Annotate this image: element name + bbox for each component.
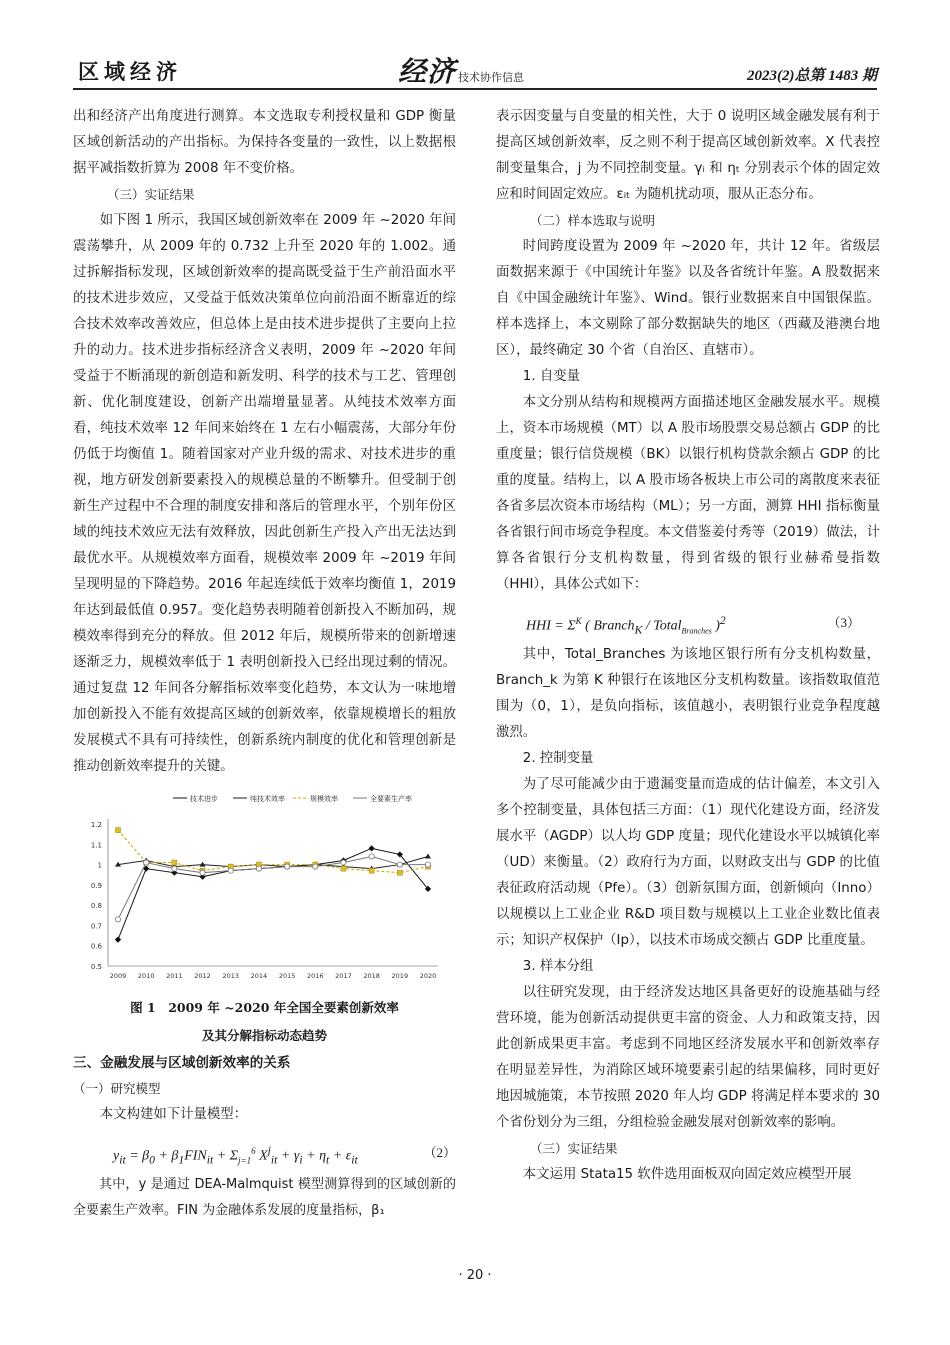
y-tick-label: 0.7 xyxy=(90,922,102,931)
y-tick-label: 0.9 xyxy=(90,881,102,890)
x-tick-label: 2011 xyxy=(166,972,183,980)
page-header xyxy=(73,56,877,86)
equation-formula: HHI = $\Sigma^K$ ( Branch$_K$ / Total$_{Branches}$ )$^2$ xyxy=(526,614,726,637)
subsection-heading: （三）实证结果 xyxy=(107,187,195,202)
section-heading: 三、金融发展与区域创新效率的关系 xyxy=(73,1055,291,1071)
data-point xyxy=(200,870,205,875)
legend-label: 全要素生产率 xyxy=(370,795,412,803)
x-tick-label: 2015 xyxy=(278,972,296,980)
figure-caption xyxy=(73,994,456,1050)
subsection-heading: （三）实证结果 xyxy=(530,1141,618,1156)
data-point xyxy=(115,917,120,922)
paragraph: 如下图 1 所示，我国区域创新效率在 2009 年 ~2020 年间震荡攀升，从 2009 年的 0.732 上升至 2020 年的 1.002。通过拆解指标发现，区域创新效率的提高既受益于生产前沿面水平的技术进步效应，又受益于低效决策单位向前沿面不断靠近的综合技术效率改善效应，但总体上是由技术进步提供了主要向上拉升的动力。技术进步指标经济含义表明，2009 年 ~2020 年间受益于不断涌现的新创造和新发明、科学的技术与工艺、管理创新、优化制度建设，创新产出端增量显著。从纯技术效率方面看，纯技术效率 12 年间来始终在 1 左右小幅震荡，大部分年份仍低于均衡值 1。随着国家对产业升级的需求、对技术进步的重视，地方研发创新要素投入的规模总量的不断攀升。但受制于创新生产过程中不合理的制度安排和落后的管理水平，个别年份区域的纯技术效应无法有效释放，因此创新生产投入产出无法达到最优水平。从规模效率方面看，规模效率 2009 年 ~2019 年间呈现明显的下降趋势。2016 年起连续低于效率均衡值 1，2019 年达到最低值 0.957。变化趋势表明随着创新投入不断加码，规模效率得到充分的释放。但 2012 年后，规模所带来的创新增速逐渐乏力，规模效率低于 1 表明创新投入已经出现过剩的情况。通过复盘 12 年间各分解指标效率变化趋势，本文认为一味地增加创新投入不能有效提高区域的创新效率，依靠规模增长的粗放发展模式不具有可持续性，创新系统内制度的优化和管理创新是推动创新效率提升的关键。 xyxy=(73,213,456,774)
series-line xyxy=(118,848,428,939)
paragraph: 其中，Total_Branches 为该地区银行所有分支机构数量，Branch_k 为第 K 种银行在该地区分支机构数量。该指数取值范围为（0，1），是负向指标，该值越小，表明银行业竞争程度越激烈。 xyxy=(496,647,880,740)
y-tick-label: 1.2 xyxy=(90,821,102,829)
paragraph: 时间跨度设置为 2009 年 ~2020 年，共计 12 年。省级层面数据来源于《中国统计年鉴》以及各省统计年鉴。A 股数据来自《中国金融统计年鉴》、Wind。银行业数据来自中国银保监。样本选择上，本文剔除了部分数据缺失的地区（西藏及港澳台地区），最终确定 30 个省（自治区、直辖市）。 xyxy=(496,239,880,358)
equation-2 xyxy=(73,1128,456,1172)
journal-logo-text: 经济 xyxy=(398,55,457,88)
data-point xyxy=(172,866,177,871)
header-rule xyxy=(73,88,877,90)
equation-3 xyxy=(496,598,880,642)
paragraph: 出和经济产出角度进行测算。本文选取专利授权量和 GDP 衡量区域创新活动的产出指标。为保持各变量的一致性，以上数据根据平减指数折算为 2008 年不变价格。 xyxy=(73,109,456,176)
paragraph: 以往研究发现，由于经济发达地区具备更好的设施基础与经营环境，能为创新活动提供更丰富的资金、人力和政策支持，因此创新成果更丰富。考虑到不同地区经济发展水平和创新效率存在明显差异性，为消除区域环境要素引起的结果偏移，同时更好地因城施策，本节按照 2020 年人均 GDP 将满足样本要求的 30 个省份划分为三组，分组检验金融发展对创新效率的影响。 xyxy=(496,985,880,1130)
figure-caption-line-1: 图 1 2009 年 ~2020 年全国全要素创新效率 xyxy=(130,1000,399,1015)
x-tick-label: 2016 xyxy=(306,972,324,980)
data-point xyxy=(369,845,375,851)
data-point xyxy=(425,853,431,858)
y-tick-label: 0.8 xyxy=(90,902,102,911)
x-tick-label: 2009 xyxy=(109,972,127,980)
legend-label: 纯技术效率 xyxy=(250,795,285,803)
data-point xyxy=(116,828,121,833)
data-point xyxy=(115,937,121,943)
paragraph: 本文分别从结构和规模两方面描述地区金融发展水平。规模上，资本市场规模（MT）以 A 股市场股票交易总额占 GDP 的比重度量；银行信贷规模（BK）以银行机构贷款余额占 GDP 的比重的度量。结构上，以 A 股市场各板块上市公司的离散度来表征各省多层次资本市场结构（ML）；另一方面，测算 HHI 指标衡量各省银行间市场竞争程度。本文借鉴姜付秀等（2019）做法，计算各省银行分支机构数量，得到省级的银行业赫希曼指数（HHI），具体公式如下： xyxy=(496,395,880,592)
x-tick-label: 2014 xyxy=(250,972,268,980)
legend-label: 技术进步 xyxy=(190,795,218,803)
figure-1 xyxy=(73,784,456,994)
data-point xyxy=(341,860,346,865)
data-point xyxy=(397,870,402,875)
x-tick-label: 2018 xyxy=(363,972,380,980)
data-point xyxy=(341,866,346,871)
journal-logo xyxy=(398,50,524,90)
line-chart xyxy=(73,784,456,984)
paragraph: 本文运用 Stata15 软件选用面板双向固定效应模型开展 xyxy=(522,1167,852,1182)
data-point xyxy=(369,868,374,873)
legend-label: 规模效率 xyxy=(310,795,338,803)
journal-logo-subtitle: 技术协作信息 xyxy=(458,71,525,84)
data-point xyxy=(369,854,374,859)
paragraph: 本文构建如下计量模型： xyxy=(99,1107,248,1122)
data-point xyxy=(313,864,318,869)
item-heading: 1. 自变量 xyxy=(522,369,581,384)
equation-number: （2） xyxy=(423,1145,456,1160)
data-point xyxy=(172,860,177,865)
subsection-heading: （二）样本选取与说明 xyxy=(530,213,656,228)
data-point xyxy=(144,860,149,865)
y-tick-label: 1 xyxy=(97,861,102,870)
item-heading: 3. 样本分组 xyxy=(522,959,594,974)
paragraph: 其中，y 是通过 DEA-Malmquist 模型测算得到的区域创新的全要素生产效率。FIN 为金融体系发展的度量指标，β₁ xyxy=(73,1177,456,1218)
x-tick-label: 2010 xyxy=(137,972,155,980)
data-point xyxy=(397,862,402,867)
paragraph: 为了尽可能减少由于遗漏变量而造成的估计偏差，本文引入多个控制变量，具体包括三方面：（1）现代化建设方面，经济发展水平（AGDP）以人均 GDP 度量；现代化建设水平以城镇化率（UD）来衡量。（2）政府行为方面，以财政支出与 GDP 的比值表征政府活动规（Pfe）。（3）创新氛围方面，创新倾向（Inno）以规模以上工业企业 R&D 项目数与规模以上工业企业数比值表示；知识产权保护（Ip），以技术市场成交额占 GDP 比重度量。 xyxy=(496,777,880,948)
data-point xyxy=(228,868,233,873)
data-point xyxy=(200,862,206,867)
y-tick-label: 0.6 xyxy=(90,942,102,951)
x-tick-label: 2019 xyxy=(391,972,409,980)
equation-formula: $y_{it} = \beta_0 + \beta_1FIN_{it} + \Sigma_{j=1}^6$ $X^j_{it} + \gamma_i + \eta_t + \varepsilon_{it}$ xyxy=(113,1144,358,1167)
y-tick-label: 1.1 xyxy=(90,841,102,850)
issue-label: 2023(2)总第 1483 期 xyxy=(747,68,877,84)
subsection-heading: （一）研究模型 xyxy=(73,1081,161,1096)
section-title: 区域经济 xyxy=(78,59,182,84)
x-tick-label: 2017 xyxy=(335,972,352,980)
equation-number: （3） xyxy=(827,615,860,630)
right-column xyxy=(496,104,880,1188)
x-tick-label: 2012 xyxy=(194,972,211,980)
data-point xyxy=(284,864,289,869)
figure-caption-line-2: 及其分解指标动态趋势 xyxy=(201,1028,327,1043)
data-point xyxy=(256,866,261,871)
data-point xyxy=(425,862,430,867)
page-number: · 20 · xyxy=(458,1268,492,1283)
x-tick-label: 2013 xyxy=(222,972,240,980)
x-tick-label: 2020 xyxy=(419,972,437,980)
y-tick-label: 0.5 xyxy=(90,963,102,971)
left-column xyxy=(73,104,456,1224)
paragraph: 表示因变量与自变量的相关性，大于 0 说明区域金融发展有利于提高区域创新效率，反之则不利于提高区域创新效率。X 代表控制变量集合，j 为不同控制变量。γᵢ 和 ηₜ 分别表示个体的固定效应和时间固定效应。εᵢₜ 为随机扰动项，服从正态分布。 xyxy=(496,109,880,202)
item-heading: 2. 控制变量 xyxy=(522,751,594,766)
